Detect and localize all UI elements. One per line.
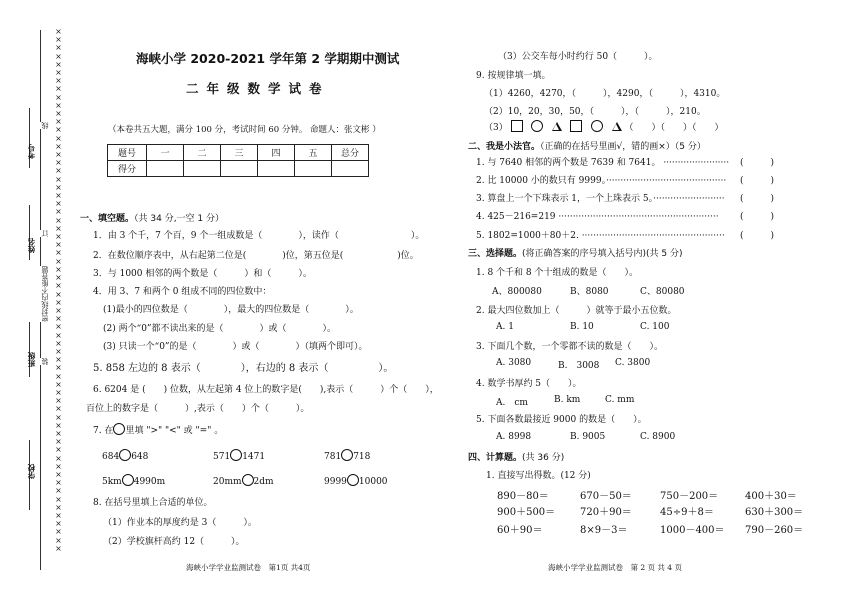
circle-shape-icon [591, 120, 603, 132]
section-1-heading [80, 211, 224, 224]
compare-left: 9999 [324, 477, 347, 487]
question-9-1: （1）4260，4270，（ ），4290，（ ），4310。 [484, 89, 726, 99]
compare-right: 1471 [242, 452, 266, 462]
fill-line-banji [29, 322, 30, 377]
question-7 [93, 423, 223, 436]
compare-item [102, 474, 165, 487]
compare-circle-icon[interactable] [242, 474, 254, 486]
score-cell[interactable] [332, 161, 369, 177]
mc-option-c: C、80080 [640, 287, 685, 297]
question-9-3 [484, 120, 723, 133]
compare-circle-icon[interactable] [119, 449, 131, 461]
mc-option-b: B. 9005 [570, 432, 606, 442]
mc-question: 2. 最大四位数加上（ ）就等于最小五位数。 [476, 306, 677, 316]
section-2-heading [468, 139, 706, 152]
compare-left: 684 [102, 452, 120, 462]
section-3-title: 三、选择题。 [468, 249, 523, 259]
question-1: 1．由 3 个千，7 个百，9 个一组成数是（ ），读作（ ）。 [93, 231, 425, 241]
question-8-1: （1）作业本的厚度约是 3（ ）。 [103, 518, 257, 528]
mc-question: 1. 8 个千和 8 个十组成的数是（ ）。 [476, 268, 638, 278]
judge-blank[interactable]: ( ) [740, 176, 775, 186]
x-mark-column: ×××××××××××××××××××××××××××××××××××××××××××××××××××××××××××××××× [55, 27, 62, 553]
mc-question: 4. 数学书厚约 5（ ）。 [476, 379, 582, 389]
question-3: 3．与 1000 相邻的两个数是（ ）和（ ）。 [93, 269, 312, 279]
exam-title: 海峡小学 2020-2021 学年第 2 学期期中测试 [136, 51, 400, 66]
fill-line-kaohao [29, 108, 30, 168]
question-4: 4．用 3、7 和两个 0 组成不同的四位数中： [93, 287, 272, 297]
mc-option-a: A、800080 [492, 287, 542, 297]
triangle-shape-icon [612, 122, 622, 131]
compare-right: 2dm [253, 477, 274, 487]
compare-circle-icon[interactable] [230, 449, 242, 461]
score-row-label: 得分 [108, 161, 147, 177]
question-5: 5. 858 左边的 8 表示（ ），右边的 8 表示（ ）。 [93, 363, 394, 374]
calc-item: 750－200＝ [660, 491, 719, 502]
calc-item: 8×9－3＝ [580, 525, 628, 536]
compare-item [324, 474, 388, 487]
mc-option-c: C. 8900 [640, 432, 676, 442]
compare-circle-icon[interactable] [347, 474, 359, 486]
triangle-shape-icon [552, 122, 562, 131]
calc-item: 720＋90＝ [580, 507, 632, 518]
label-kaohao: 考号 [27, 144, 36, 159]
judge-blank[interactable]: ( ) [740, 194, 775, 204]
question-4-3: (3) 只读一个“0”的是（ ）或（ ）（填两个即可）。 [103, 342, 368, 352]
compare-circle-icon[interactable] [341, 449, 353, 461]
footer-page-2: 海峡小学学业监测试卷 第 2 页 共 4 页 [548, 563, 682, 572]
score-header-cell: 二 [184, 145, 221, 161]
question-4-1: (1)最小的四位数是（ ），最大的四位数是（ ）。 [103, 305, 359, 315]
calc-item: 900＋500＝ [497, 507, 556, 518]
calc-item: 400＋30＝ [745, 491, 797, 502]
calc-item: 890－80＝ [497, 491, 549, 502]
square-shape-icon [570, 120, 582, 132]
score-cell[interactable] [295, 161, 332, 177]
compare-left: 20mm [213, 477, 242, 487]
section-1-note: （共 34 分,一空 1 分） [134, 214, 224, 224]
calc-item: 630＋300＝ [745, 507, 804, 518]
compare-left: 571 [213, 452, 231, 462]
mc-option-a: A. 8998 [496, 432, 532, 442]
score-cell[interactable] [147, 161, 184, 177]
question-9-2: （2）10，20，30，50，（ ），（ ），210。 [484, 107, 706, 117]
judge-item: 5. 1802=1000＋80＋2. ·················································· [476, 231, 725, 241]
section-2-note: （正确的在括号里画√，错的画×）（5 分） [540, 142, 706, 152]
exam-info: （本卷共五大题，满分 100 分，考试时间 60 分钟。 命题人：张文彬 ） [108, 125, 381, 135]
calc-item: 670－50＝ [580, 491, 632, 502]
question-7-prefix: 7. 在 [93, 426, 114, 436]
binding-margin [0, 0, 72, 595]
calc-item: 790－260＝ [745, 525, 804, 536]
calc-item: 45÷9＋8＝ [660, 507, 714, 518]
judge-item: 4. 425－216=219 ························································ [476, 212, 719, 222]
compare-circle-icon [113, 423, 125, 435]
section-3-note: (将正确答案的序号填入括号内)(共 5 分) [522, 249, 683, 259]
score-header-cell: 三 [221, 145, 258, 161]
calc-item: 1000－400＝ [660, 525, 725, 536]
exam-subtitle: 二年级数学试卷 [186, 81, 330, 96]
question-6-line-2: 百位上的数字是（ ）,表示（ ）个（ ）。 [86, 404, 310, 414]
binding-warning: 密封线内不能答题 [41, 266, 49, 322]
mc-question: 3. 下面几个数，一个零都不读的数是（ ）。 [476, 342, 663, 352]
question-6-line-1: 6. 6204 是 ( ) 位数，从左起第 4 位上的数字是( ),表示（ ）个（ ）， [93, 385, 439, 395]
label-banji: 班级 [27, 352, 36, 367]
question-8-3: （3）公交车每小时约行 50（ ）。 [498, 52, 658, 62]
mc-option-b: B. km [554, 395, 581, 405]
compare-left: 5km [102, 477, 122, 487]
question-7-suffix: 里填 ">" "<" 或 "=" 。 [125, 426, 224, 436]
score-table-row [108, 161, 369, 177]
mc-option-b: B、8080 [570, 287, 609, 297]
compare-item [213, 449, 265, 462]
mc-option-c: C. mm [605, 395, 635, 405]
score-header-cell: 四 [258, 145, 295, 161]
judge-blank[interactable]: ( ) [740, 231, 775, 241]
mc-question: 5. 下面各数最接近 9000 的数是（ ）。 [476, 415, 647, 425]
question-9: 9. 按规律填一填。 [476, 71, 551, 81]
question-9-3-label: （3） [484, 123, 508, 133]
compare-right: 648 [131, 452, 149, 462]
label-xingming: 姓名 [27, 238, 36, 253]
judge-item: 2. 比 10000 小的数只有 9999。·········································· [476, 176, 727, 186]
compare-item [102, 449, 148, 462]
mc-option-a: A. 3080 [496, 358, 532, 368]
question-8: 8. 在括号里填上合适的单位。 [93, 498, 213, 508]
score-header-cell: 总分 [332, 145, 369, 161]
question-4-2: (2) 两个“0”都不读出来的是（ ）或（ ）。 [103, 324, 337, 334]
mc-option-a: A. cm [496, 398, 528, 408]
score-cell[interactable] [258, 161, 295, 177]
calc-question-1: 1. 直接写出得数。(12 分) [486, 471, 591, 481]
question-2: 2．在数位顺序表中，从右起第二位是( )位，第五位是( )位。 [93, 251, 419, 261]
section-1-title: 一、填空题。 [80, 214, 135, 224]
mc-option-b: B. 3008 [558, 361, 600, 371]
binding-char-zhuang: 装 [41, 358, 49, 365]
judge-item: 3. 算盘上一个下珠表示 1，一个上珠表示 5。························· [476, 194, 725, 204]
compare-left: 781 [324, 452, 342, 462]
footer-page-1: 海峡小学学业监测试卷 第1页 共4页 [186, 563, 311, 572]
judge-item: 1. 与 7640 相邻的两个数是 7639 和 7641。 ······················· [476, 158, 730, 168]
compare-item [324, 449, 370, 462]
score-header-cell: 五 [295, 145, 332, 161]
section-4-title: 四、计算题。 [468, 453, 523, 463]
compare-item [213, 474, 274, 487]
score-table [107, 144, 369, 177]
section-4-note: (共 36 分) [522, 453, 565, 463]
score-cell[interactable] [184, 161, 221, 177]
compare-circle-icon[interactable] [122, 474, 134, 486]
compare-right: 718 [353, 452, 371, 462]
calc-item: 60＋90＝ [497, 525, 543, 536]
score-header-cell: 题号 [108, 145, 147, 161]
score-header-cell: 一 [147, 145, 184, 161]
section-3-heading [468, 246, 683, 259]
judge-blank[interactable]: ( ) [740, 158, 775, 168]
mc-option-c: C. 3800 [615, 358, 651, 368]
score-table-header-row [108, 145, 369, 161]
mc-option-a: A. 1 [496, 322, 514, 332]
circle-shape-icon [531, 120, 543, 132]
compare-right: 10000 [358, 477, 388, 487]
mc-option-b: B. 10 [570, 322, 594, 332]
judge-blank[interactable]: ( ) [740, 212, 775, 222]
compare-right: 4990m [133, 477, 166, 487]
mc-option-c: C. 100 [640, 322, 670, 332]
score-cell[interactable] [221, 161, 258, 177]
square-shape-icon [511, 120, 523, 132]
section-4-heading [468, 450, 564, 463]
binding-char-xian: 线 [41, 122, 49, 129]
binding-char-ding: 订 [41, 230, 49, 237]
label-xuexiao: 学校 [27, 464, 36, 479]
section-2-title: 二、我是小法官。 [468, 142, 541, 152]
question-8-2: （2）学校旗杆高约 12（ ）。 [103, 537, 245, 547]
question-9-3-blanks: （ ）（ ）（ ） [624, 123, 724, 133]
